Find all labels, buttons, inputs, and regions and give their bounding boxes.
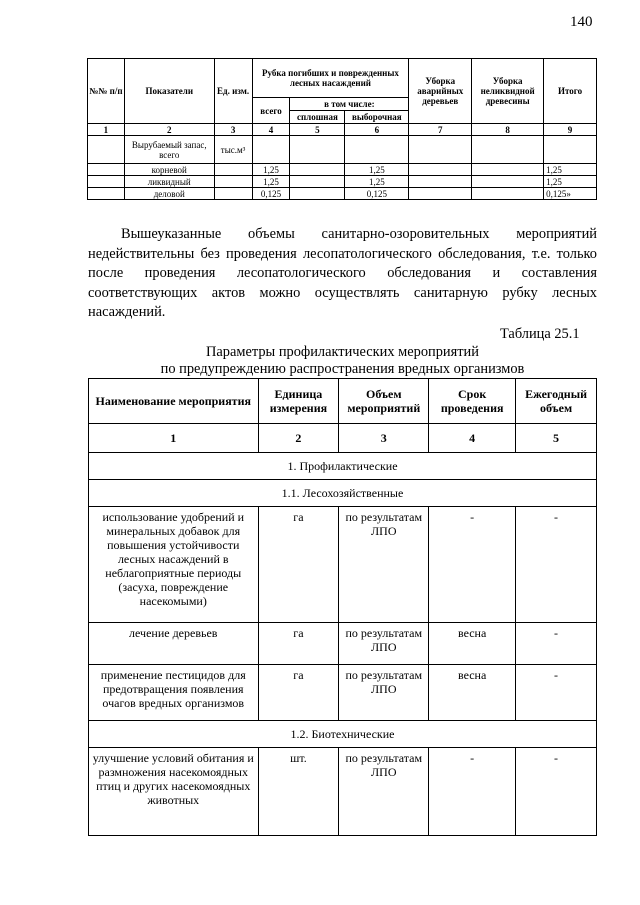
header-emergency: Уборка аварийных деревьев [409,59,472,124]
cell [409,188,472,200]
header-clear: сплошная [290,111,345,124]
cell [345,136,409,164]
header-unit: Ед. изм. [214,59,252,124]
cell: применение пестицидов для предотвращения появления очагов вредных организмов [89,665,259,721]
cell [472,176,544,188]
header-including: в том числе: [290,98,409,111]
col-num: 8 [472,124,544,136]
header-annual: Ежегодный объем [516,379,597,424]
cell: использование удобрений и минеральных добавок для повышения устойчивости лесных насаждений в неблагоприятные периоды (засуха, повреждение насекомыми) [89,507,259,623]
cell [544,136,597,164]
cell: шт. [258,748,339,836]
cell [214,188,252,200]
section-title: 1.1. Лесохозяйственные [89,480,597,507]
cell [214,164,252,176]
cell: - [429,748,516,836]
col-num: 5 [516,424,597,453]
section-row [89,480,597,507]
cell: 0,125 [252,188,290,200]
column-number-row [89,424,597,453]
cell: Вырубаемый запас, всего [124,136,214,164]
cutting-volume-table [87,58,597,200]
header-cutting: Рубка погибших и поврежденных лесных насаждений [252,59,409,98]
cell: деловой [124,188,214,200]
cell: 1,25 [544,164,597,176]
section-row [89,721,597,748]
header-nonliquid: Уборка неликвидной древесины [472,59,544,124]
section-row [89,453,597,480]
table-row [88,188,597,200]
col-num: 4 [429,424,516,453]
cell: по результатам ЛПО [339,665,429,721]
col-num: 4 [252,124,290,136]
cell [290,136,345,164]
table-row [89,623,597,665]
table-title-line: по предупреждению распространения вредных организмов [160,361,525,377]
header-total: всего [252,98,290,124]
cell [290,176,345,188]
cell: по результатам ЛПО [339,507,429,623]
cell [88,136,125,164]
section-title: 1.2. Биотехнические [89,721,597,748]
cell [472,136,544,164]
table-row [89,507,597,623]
header-term: Срок проведения [429,379,516,424]
cell [290,188,345,200]
cell [88,164,125,176]
cell: га [258,623,339,665]
cell: - [516,507,597,623]
cell [290,164,345,176]
body-paragraph: Вышеуказанные объемы санитарно-озоровительных мероприятий недействительны без проведения лесопатологического обследования, т.е. только после проведения лесопатологического обследования и составления соответствующих актов можно осуществлять санитарную рубку лесных насаждений. [88,226,597,320]
cell: 0,125» [544,188,597,200]
cell: 1,25 [252,164,290,176]
col-num: 3 [214,124,252,136]
col-num: 2 [258,424,339,453]
table-title-line: Параметры профилактических мероприятий [206,344,479,360]
cell [409,136,472,164]
cell: весна [429,665,516,721]
cell: ликвидный [124,176,214,188]
header-num: №№ п/п [88,59,125,124]
cell [409,164,472,176]
cell: - [516,623,597,665]
col-num: 3 [339,424,429,453]
cell: - [516,665,597,721]
cell: по результатам ЛПО [339,623,429,665]
table-row [88,176,597,188]
col-num: 9 [544,124,597,136]
cell [409,176,472,188]
cell: корневой [124,164,214,176]
cell: по результатам ЛПО [339,748,429,836]
col-num: 7 [409,124,472,136]
col-num: 2 [124,124,214,136]
header-indicators: Показатели [124,59,214,124]
table-row [89,665,597,721]
page-number: 140 [570,14,593,30]
col-num: 6 [345,124,409,136]
header-measure: Наименование мероприятия [89,379,259,424]
table-row [88,164,597,176]
cell: га [258,665,339,721]
column-number-row [88,124,597,136]
cell: улучшение условий обитания и размножения насекомоядных птиц и других насекомоядных животных [89,748,259,836]
cell [472,164,544,176]
cell: га [258,507,339,623]
cell: лечение деревьев [89,623,259,665]
cell: тыс.м³ [214,136,252,164]
cell: 1,25 [345,164,409,176]
cell: 1,25 [252,176,290,188]
cell: 1,25 [345,176,409,188]
table-caption: Таблица 25.1 [500,326,580,342]
table-title [88,344,597,378]
cell [472,188,544,200]
cell [88,176,125,188]
col-num: 5 [290,124,345,136]
col-num: 1 [88,124,125,136]
preventive-measures-table [88,378,597,836]
cell: - [429,507,516,623]
cell: весна [429,623,516,665]
header-sum: Итого [544,59,597,124]
cell [252,136,290,164]
cell: 1,25 [544,176,597,188]
header-unit: Единица измерения [258,379,339,424]
cell [88,188,125,200]
table-row [88,136,597,164]
cell [214,176,252,188]
cell: - [516,748,597,836]
header-volume: Объем мероприятий [339,379,429,424]
table-row [89,748,597,836]
col-num: 1 [89,424,259,453]
section-title: 1. Профилактические [89,453,597,480]
header-selective: выборочная [345,111,409,124]
cell: 0,125 [345,188,409,200]
